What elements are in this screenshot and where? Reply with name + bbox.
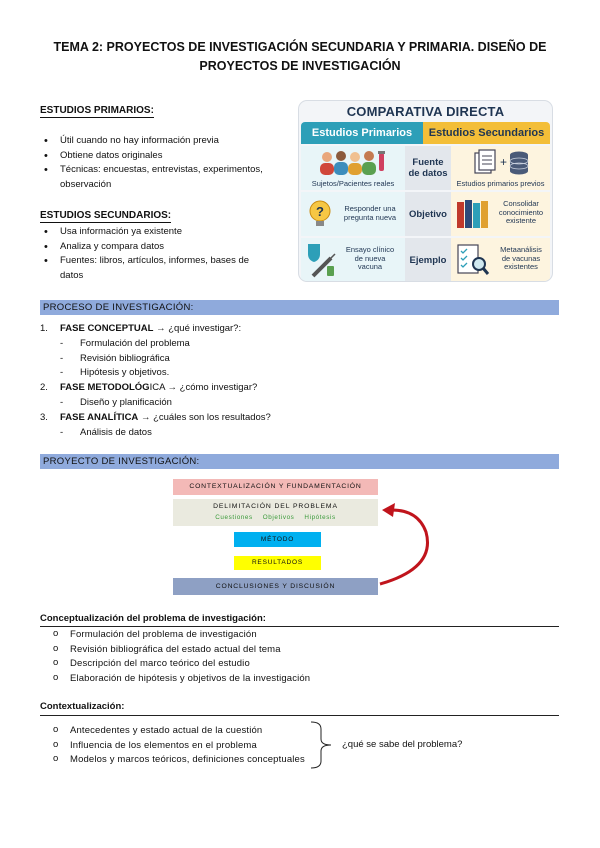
comparison-row-ejemplo: Ejemplo Ensayo clínico de nueva vacuna Metaanálisis de vacunas existentes [301,238,550,281]
vaccine-icon [305,242,337,278]
list-item: • Usa información ya existente [40,225,280,240]
list-item: o Elaboración de hipótesis y objetivos de la investigación [40,672,560,687]
phase-sub-item: - Análisis de datos [60,426,152,438]
delimitacion-box: DELIMITACIÓN DEL PROBLEMA Cuestiones Objetivos Hipótesis [173,499,378,526]
row-label: Fuente de datos [405,146,451,190]
question-bulb-icon [305,198,335,230]
list-item: o Formulación del problema de investigación [40,628,560,643]
list-item-continuation: observación [60,178,112,190]
contextualizacion-list [40,724,330,768]
proceso-section-bar: PROCESO DE INVESTIGACIÓN: [40,300,559,315]
list-item: o Revisión bibliográfica del estado actual del tema [40,643,560,658]
documents-database-icon [471,149,533,177]
phase-item: 3. FASE ANALÍTICA → ¿cuáles son los resultados? [40,411,271,423]
list-item: o Influencia de los elementos en el problema [40,739,330,754]
list-item: o Descripción del marco teórico del estudio [40,657,560,672]
divider [40,626,559,627]
primarios-heading: ESTUDIOS PRIMARIOS: [40,105,154,116]
list-item: • Fuentes: libros, artículos, informes, bases de [40,254,280,269]
phase-item: 1. FASE CONCEPTUAL → ¿qué investigar?: [40,323,242,334]
comparison-title: COMPARATIVA DIRECTA [346,104,505,119]
row-label: Ejemplo [405,238,451,281]
list-item: • Útil cuando no hay información previa [40,134,280,149]
list-item: • Analiza y compara datos [40,240,280,255]
contextualizacion-box: CONTEXTUALIZACIÓN Y FUNDAMENTACIÓN [173,479,378,495]
phase-sub-item: - Revisión bibliográfica [60,352,170,364]
books-icon [455,198,491,230]
phase-sub-item: - Hipótesis y objetivos. [60,367,170,379]
svg-text:+: + [500,155,508,169]
comparison-row-fuente: Fuente de datos Sujetos/Pacientes reales + Estudios primarios previos [301,146,550,190]
svg-text:?: ? [316,204,324,219]
phase-sub-item: - Diseño y planificación [60,396,172,408]
proyecto-section-bar: PROYECTO DE INVESTIGACIÓN: [40,454,559,469]
people-icon [317,149,389,177]
list-item: • Técnicas: encuestas, entrevistas, experimentos, [40,163,280,178]
list-item-continuation: datos [60,269,84,281]
question-text: ¿qué se sabe del problema? [342,739,463,750]
conclusiones-box: CONCLUSIONES Y DISCUSIÓN [173,578,378,595]
list-item: • Obtiene datos originales [40,149,280,164]
page-title [40,38,560,76]
secundarios-heading: ESTUDIOS SECUNDARIOS: [40,210,172,221]
comparison-infographic [299,101,552,281]
secundarios-list [40,225,280,283]
title-line-1: TEMA 2: PROYECTOS DE INVESTIGACIÓN SECUNDARIA Y PRIMARIA. DISEÑO DE [53,40,547,54]
resultados-box: RESULTADOS [234,556,321,570]
contextualizacion-heading: Contextualización: [40,701,125,712]
title-line-2: PROYECTOS DE INVESTIGACIÓN [199,59,401,73]
comparison-row-objetivo: Objetivo ? Responder una pregunta nueva Consolidar conocimiento existente [301,192,550,236]
row-label: Objetivo [405,192,451,236]
primarios-list [40,134,280,192]
feedback-arrow-icon [378,498,438,590]
list-item: o Modelos y marcos teóricos, definiciones conceptuales [40,753,330,768]
checklist-magnifier-icon [455,242,491,278]
conceptualizacion-list [40,628,560,686]
proceso-list [40,322,560,440]
right-brace-icon [309,721,339,769]
divider [40,715,559,716]
metodo-box: MÉTODO [234,532,321,547]
column-header-secundarios: Estudios Secundarios [423,122,550,144]
conceptualizacion-heading: Conceptualización del problema de investigación: [40,613,266,624]
column-header-primarios: Estudios Primarios [301,122,423,144]
phase-sub-item: - Formulación del problema [60,337,190,349]
phase-item: 2. FASE METODOLÓGICA → ¿cómo investigar? [40,382,258,394]
list-item: o Antecedentes y estado actual de la cuestión [40,724,330,739]
